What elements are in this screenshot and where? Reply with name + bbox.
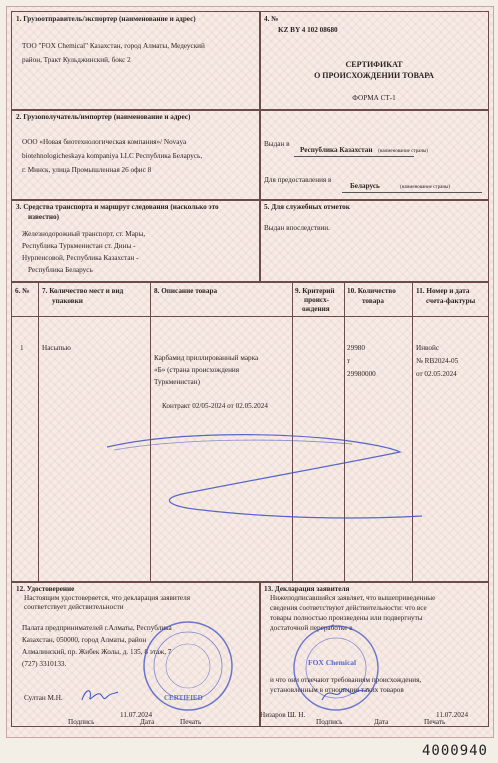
col-header-invoice-1: 11. Номер и дата bbox=[416, 287, 470, 295]
declaration-cap-stamp: Печать bbox=[424, 718, 446, 726]
for-hint: (наименование страны) bbox=[400, 185, 451, 190]
exporter-label: 1. Грузоотправитель/экспортер (наименование и адрес) bbox=[16, 15, 196, 23]
certification-cap-stamp: Печать bbox=[180, 718, 202, 726]
serial-number: 4000940 bbox=[421, 743, 488, 759]
transport-line-4: Республика Беларусь bbox=[28, 266, 93, 274]
chamber-address-2: Казахстан, 050000, город Алматы, район bbox=[22, 636, 147, 644]
transport-line-3: Нурпеисовой, Республика Казахстан - bbox=[22, 254, 139, 262]
row-quantity-3: 29980000 bbox=[347, 370, 376, 378]
declaration-text-2: сведения соответствуют действительности: что все bbox=[270, 604, 427, 612]
service-label: 5. Для служебных отметок bbox=[264, 203, 350, 211]
col-header-quantity-2: товара bbox=[362, 297, 384, 305]
declaration-text-3: товары полностью произведены или подвергнуты bbox=[270, 614, 423, 622]
box-issued bbox=[259, 109, 489, 201]
declaration-cap-date: Дата bbox=[374, 718, 389, 726]
box-importer bbox=[11, 109, 261, 201]
exporter-line-2: район, Тракт Кульджинский, бокс 2 bbox=[22, 56, 131, 64]
chamber-address-3: Алмалинский, пр. Жибек Жолы, д. 135, 8 этаж, 7 bbox=[22, 648, 172, 656]
issued-country: Республика Казахстан bbox=[300, 146, 373, 154]
cert-title-2: О ПРОИСХОЖДЕНИИ ТОВАРА bbox=[314, 71, 434, 80]
issued-hint: (наименование страны) bbox=[378, 149, 429, 154]
row-contract: Контракт 02/05-2024 от 02.05.2024 bbox=[162, 402, 268, 410]
goods-table bbox=[11, 281, 489, 583]
box-transport bbox=[11, 199, 261, 283]
stamp-certified-text: CERTIFIED bbox=[164, 694, 203, 702]
cert-number: KZ BY 4 102 08680 bbox=[278, 26, 338, 34]
strike-scribble bbox=[12, 282, 488, 582]
declaration-text-6: установленным в отношении таких товаров bbox=[270, 686, 404, 694]
declaration-text-5: и что они отвечают требованиям происхождения, bbox=[270, 676, 422, 684]
col-header-num: 6. № bbox=[15, 287, 30, 295]
chamber-address-4: (727) 3310133. bbox=[22, 660, 67, 668]
row-quantity-2: т bbox=[347, 357, 351, 365]
declaration-text-1: Нижеподписавшийся заявляет, что вышеприведенные bbox=[270, 594, 436, 602]
row-packing: Насыпью bbox=[42, 344, 71, 352]
declaration-cap-sign: Подпись bbox=[316, 718, 343, 726]
importer-line-1: ООО «Новая биотехнологическая компания»/ Novaya bbox=[22, 138, 187, 146]
col-header-packing-2: упаковки bbox=[52, 297, 83, 305]
transport-label-1: 3. Средства транспорта и маршрут следования (насколько это bbox=[16, 203, 219, 211]
for-underline bbox=[342, 192, 482, 193]
certification-cap-sign: Подпись bbox=[68, 718, 95, 726]
importer-label: 2. Грузополучатель/импортер (наименование и адрес) bbox=[16, 113, 191, 121]
box-service-marks bbox=[259, 199, 489, 283]
applicant-signature bbox=[320, 682, 370, 706]
applicant-stamp-text: FOX Chemical bbox=[308, 658, 357, 667]
box-certification bbox=[11, 581, 261, 727]
row-quantity-1: 29980 bbox=[347, 344, 365, 352]
transport-label-2: известно) bbox=[28, 213, 60, 221]
certification-date: 11.07.2024 bbox=[120, 711, 153, 719]
importer-line-2: biotehnologicheskaya kompaniya LLC Республика Беларусь, bbox=[22, 152, 203, 160]
declaration-date: 11.07.2024 bbox=[436, 711, 469, 719]
certifier-signature bbox=[80, 684, 120, 706]
cert-form: ФОРМА СТ-1 bbox=[352, 94, 396, 102]
col-header-quantity-1: 10. Количество bbox=[347, 287, 396, 295]
issued-underline bbox=[294, 156, 414, 157]
row-number: 1 bbox=[20, 344, 24, 352]
certification-label: 12. Удостоверение bbox=[16, 585, 75, 593]
box-exporter bbox=[11, 11, 261, 111]
certification-text-2: соответствует действительности bbox=[24, 603, 124, 611]
box-declaration bbox=[259, 581, 489, 727]
service-text: Выдан впоследствии. bbox=[264, 224, 330, 232]
cert-title-1: СЕРТИФИКАТ bbox=[345, 60, 403, 69]
declaration-text-4: достаточной переработке в bbox=[270, 624, 353, 632]
declarant-name: Низаров Ш. Н. bbox=[260, 711, 306, 719]
certifier-name: Султан М.Н. bbox=[24, 694, 63, 702]
row-invoice-3: от 02.05.2024 bbox=[416, 370, 457, 378]
certification-cap-date: Дата bbox=[140, 718, 155, 726]
importer-line-3: г. Минск, улица Промышленная 26 офис 8 bbox=[22, 166, 152, 174]
chamber-address-1: Палата предпринимателей г.Алматы, Республика bbox=[22, 624, 172, 632]
certificate-sheet bbox=[6, 6, 494, 738]
col-header-description: 8. Описание товара bbox=[154, 287, 218, 295]
transport-line-2: Республика Туркменистан ст. Дины - bbox=[22, 242, 136, 250]
issued-label: Выдан в bbox=[264, 140, 290, 148]
for-label: Для предоставления в bbox=[264, 176, 332, 184]
exporter-line-1: ТОО "FOX Chemical" Казахстан, город Алматы, Медеуский bbox=[22, 42, 205, 50]
col-header-criterion-3: ождения bbox=[302, 305, 330, 313]
row-description-3: Туркменистан) bbox=[154, 378, 200, 386]
box-certificate-number bbox=[259, 11, 489, 111]
row-invoice-1: Инвойс bbox=[416, 344, 440, 352]
row-description-1: Карбамид приллированный марка bbox=[154, 354, 259, 362]
declaration-label: 13. Декларация заявителя bbox=[264, 585, 350, 593]
col-header-invoice-2: счета-фактуры bbox=[426, 297, 476, 305]
row-invoice-2: № RB2024-05 bbox=[416, 357, 459, 365]
col-header-packing-1: 7. Количество мест и вид bbox=[42, 287, 124, 295]
certification-text-1: Настоящим удостоверяется, что декларация заявителя bbox=[24, 594, 191, 602]
col-header-criterion-1: 9. Критерий bbox=[295, 287, 335, 295]
transport-line-1: Железнодорожный транспорт, ст. Мары, bbox=[22, 230, 146, 238]
for-country: Беларусь bbox=[350, 182, 380, 190]
cert-no-label: 4. № bbox=[264, 15, 279, 23]
col-header-criterion-2: происх- bbox=[304, 296, 329, 304]
row-description-2: «Б» (страна происхождения bbox=[154, 366, 240, 374]
